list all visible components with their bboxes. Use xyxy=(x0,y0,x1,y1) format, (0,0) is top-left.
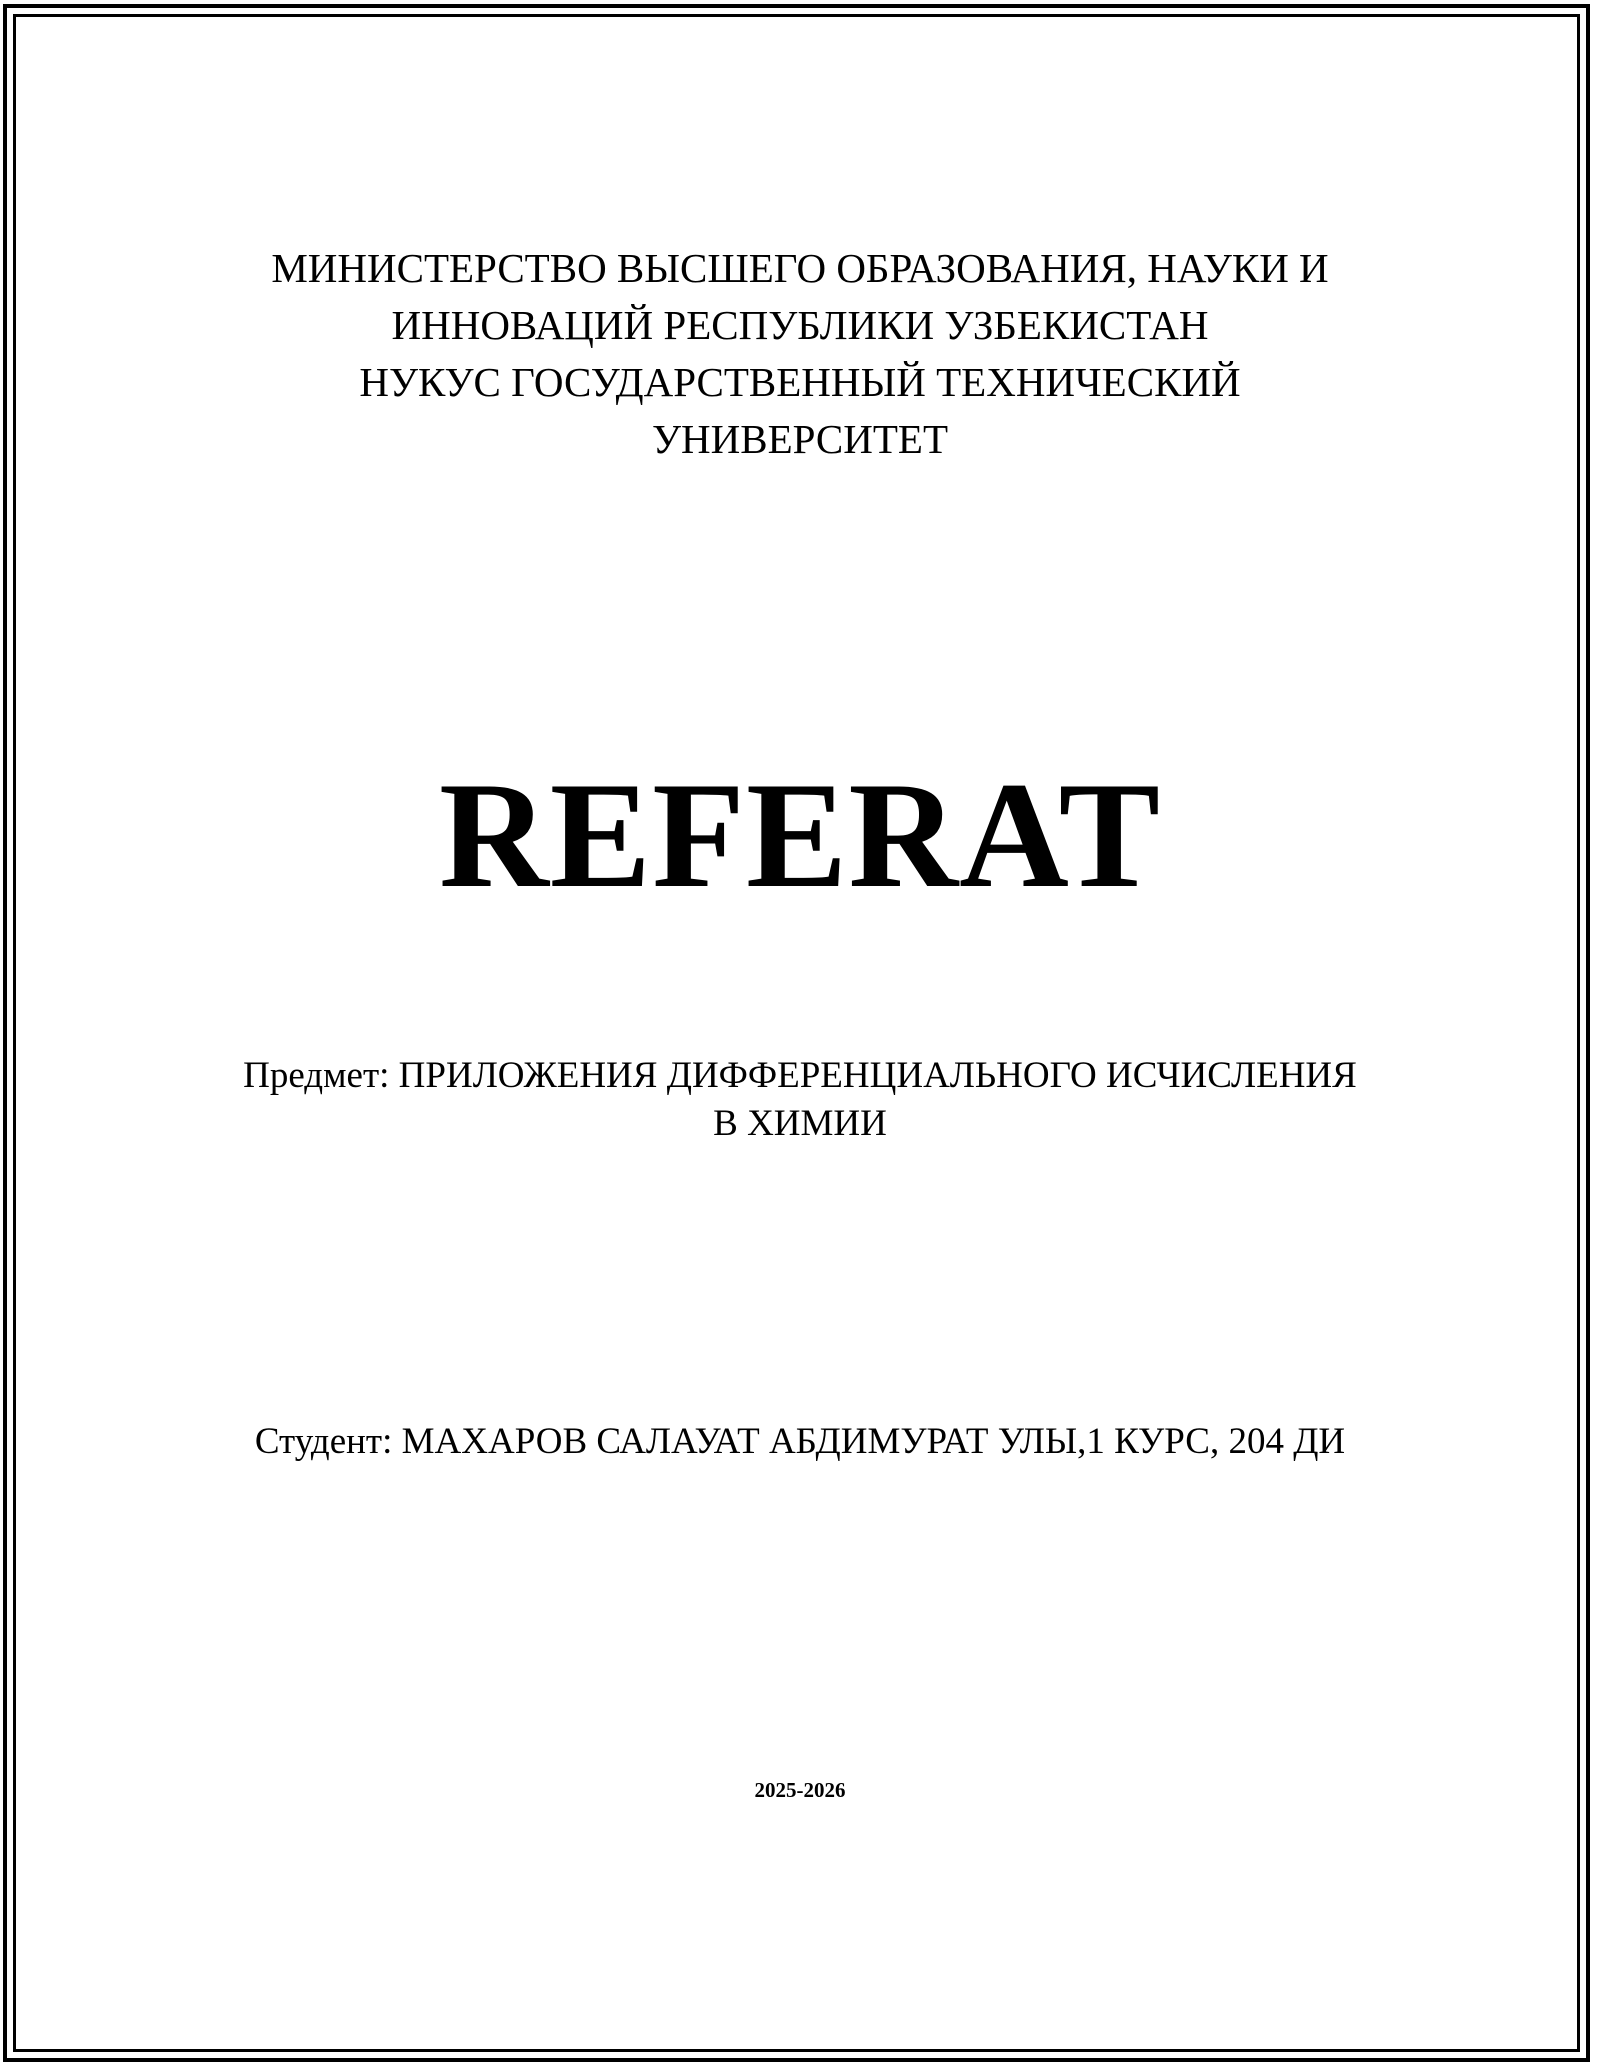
academic-year: 2025-2026 xyxy=(754,1778,846,1802)
header-line: МИНИСТЕРСТВО ВЫСШЕГО ОБРАЗОВАНИЯ, НАУКИ И xyxy=(271,245,1329,291)
header-line: УНИВЕРСИТЕТ xyxy=(651,416,949,462)
subject-line: В ХИМИИ xyxy=(713,1103,887,1144)
student-info: Студент: МАХАРОВ САЛАУАТ АБДИМУРАТ УЛЫ,1 КУРС, 204 ДИ xyxy=(254,1421,1346,1462)
header-line: ИННОВАЦИЙ РЕСПУБЛИКИ УЗБЕКИСТАН xyxy=(391,302,1209,348)
header-line: НУКУС ГОСУДАРСТВЕННЫЙ ТЕХНИЧЕСКИЙ xyxy=(359,359,1241,405)
subject-block xyxy=(0,1052,1600,1148)
subject-line: Предмет: ПРИЛОЖЕНИЯ ДИФФЕРЕНЦИАЛЬНОГО ИСЧИСЛЕНИЯ xyxy=(243,1055,1357,1096)
institution-header xyxy=(0,240,1600,468)
document-title: REFERAT xyxy=(438,751,1162,919)
